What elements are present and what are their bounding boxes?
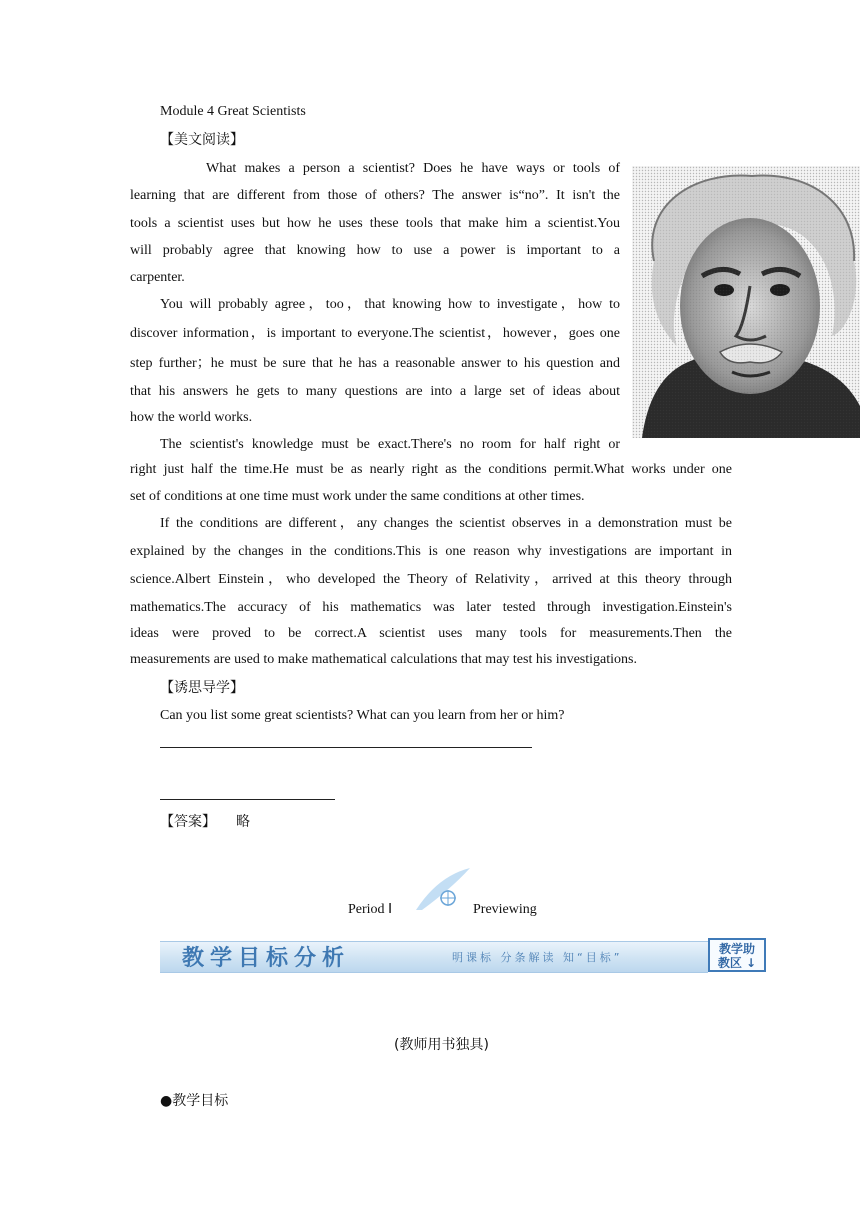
p4-line: science.Albert Einstein，who developed the Theory of Relativity，arrived at this theory through — [130, 572, 732, 587]
teacher-only-note: (教师用书独具) — [394, 1037, 489, 1053]
module-title: Module 4 Great Scientists — [160, 104, 306, 119]
objectives-banner — [160, 938, 768, 974]
p2-line: You will probably agree，too，that knowing how to investigate，how to — [160, 297, 620, 312]
p1-line: carpenter. — [130, 270, 185, 285]
teacher-aid-line1: 教学助 — [718, 942, 755, 956]
period-label: Period Ⅰ — [348, 902, 393, 917]
p3-line: The scientist's knowledge must be exact.There's no room for half right or — [160, 437, 620, 452]
guide-question: Can you list some great scientists? What can you learn from her or him? — [160, 708, 565, 723]
p3-line: right just half the time.He must be as nearly right as the conditions permit.What works under one — [130, 462, 732, 477]
p2-line: how the world works. — [130, 410, 253, 425]
einstein-portrait — [632, 166, 860, 438]
p4-line: measurements are used to make mathematical calculations that may test his investigations. — [130, 652, 637, 667]
answer-value: 略 — [236, 814, 250, 830]
period-title: Previewing — [473, 902, 537, 917]
p4-line: If the conditions are different，any changes the scientist observes in a demonstration must be — [160, 516, 732, 531]
p4-line: ideas were proved to be correct.A scientist uses many tools for measurements.Then the — [130, 626, 732, 641]
banner-title: 教学目标分析 — [182, 946, 351, 971]
p4-line: mathematics.The accuracy of his mathematics was later tested through investigation.Einstein's — [130, 600, 732, 615]
answer-blank-line — [160, 747, 532, 748]
objectives-heading: ●教学目标 — [160, 1093, 229, 1109]
p1-line: What makes a person a scientist? Does he have ways or tools of — [206, 161, 620, 176]
p2-line: discover information，is important to everyone.The scientist，however，goes one — [130, 326, 620, 341]
p1-line: will probably agree that knowing how to use a power is important to a — [130, 243, 620, 258]
banner-subtitle: 明课标 分条解读 知“目标” — [452, 951, 623, 964]
p1-line: learning that are different from those of others? The answer is“no”. It isn't the — [130, 188, 620, 203]
p4-line: explained by the changes in the conditions.This is one reason why investigations are important in — [130, 544, 732, 559]
p1-line: tools a scientist uses but how he uses these tools that make him a scientist.You — [130, 216, 620, 231]
p3-line: set of conditions at one time must work under the same conditions at other times. — [130, 489, 585, 504]
guide-heading: 【诱思导学】 — [160, 680, 244, 696]
teacher-aid-button[interactable] — [708, 938, 766, 972]
answer-label: 【答案】 — [160, 814, 216, 830]
reading-heading: 【美文阅读】 — [160, 132, 244, 148]
p2-line: that his answers he gets to many questions are into a large set of ideas about — [130, 384, 620, 399]
teacher-aid-line2: 教区 ↓ — [717, 956, 757, 970]
p2-line: step further；he must be sure that he has a reasonable answer to his question and — [130, 356, 620, 371]
answer-blank-line — [160, 799, 335, 800]
compass-icon — [414, 866, 472, 914]
